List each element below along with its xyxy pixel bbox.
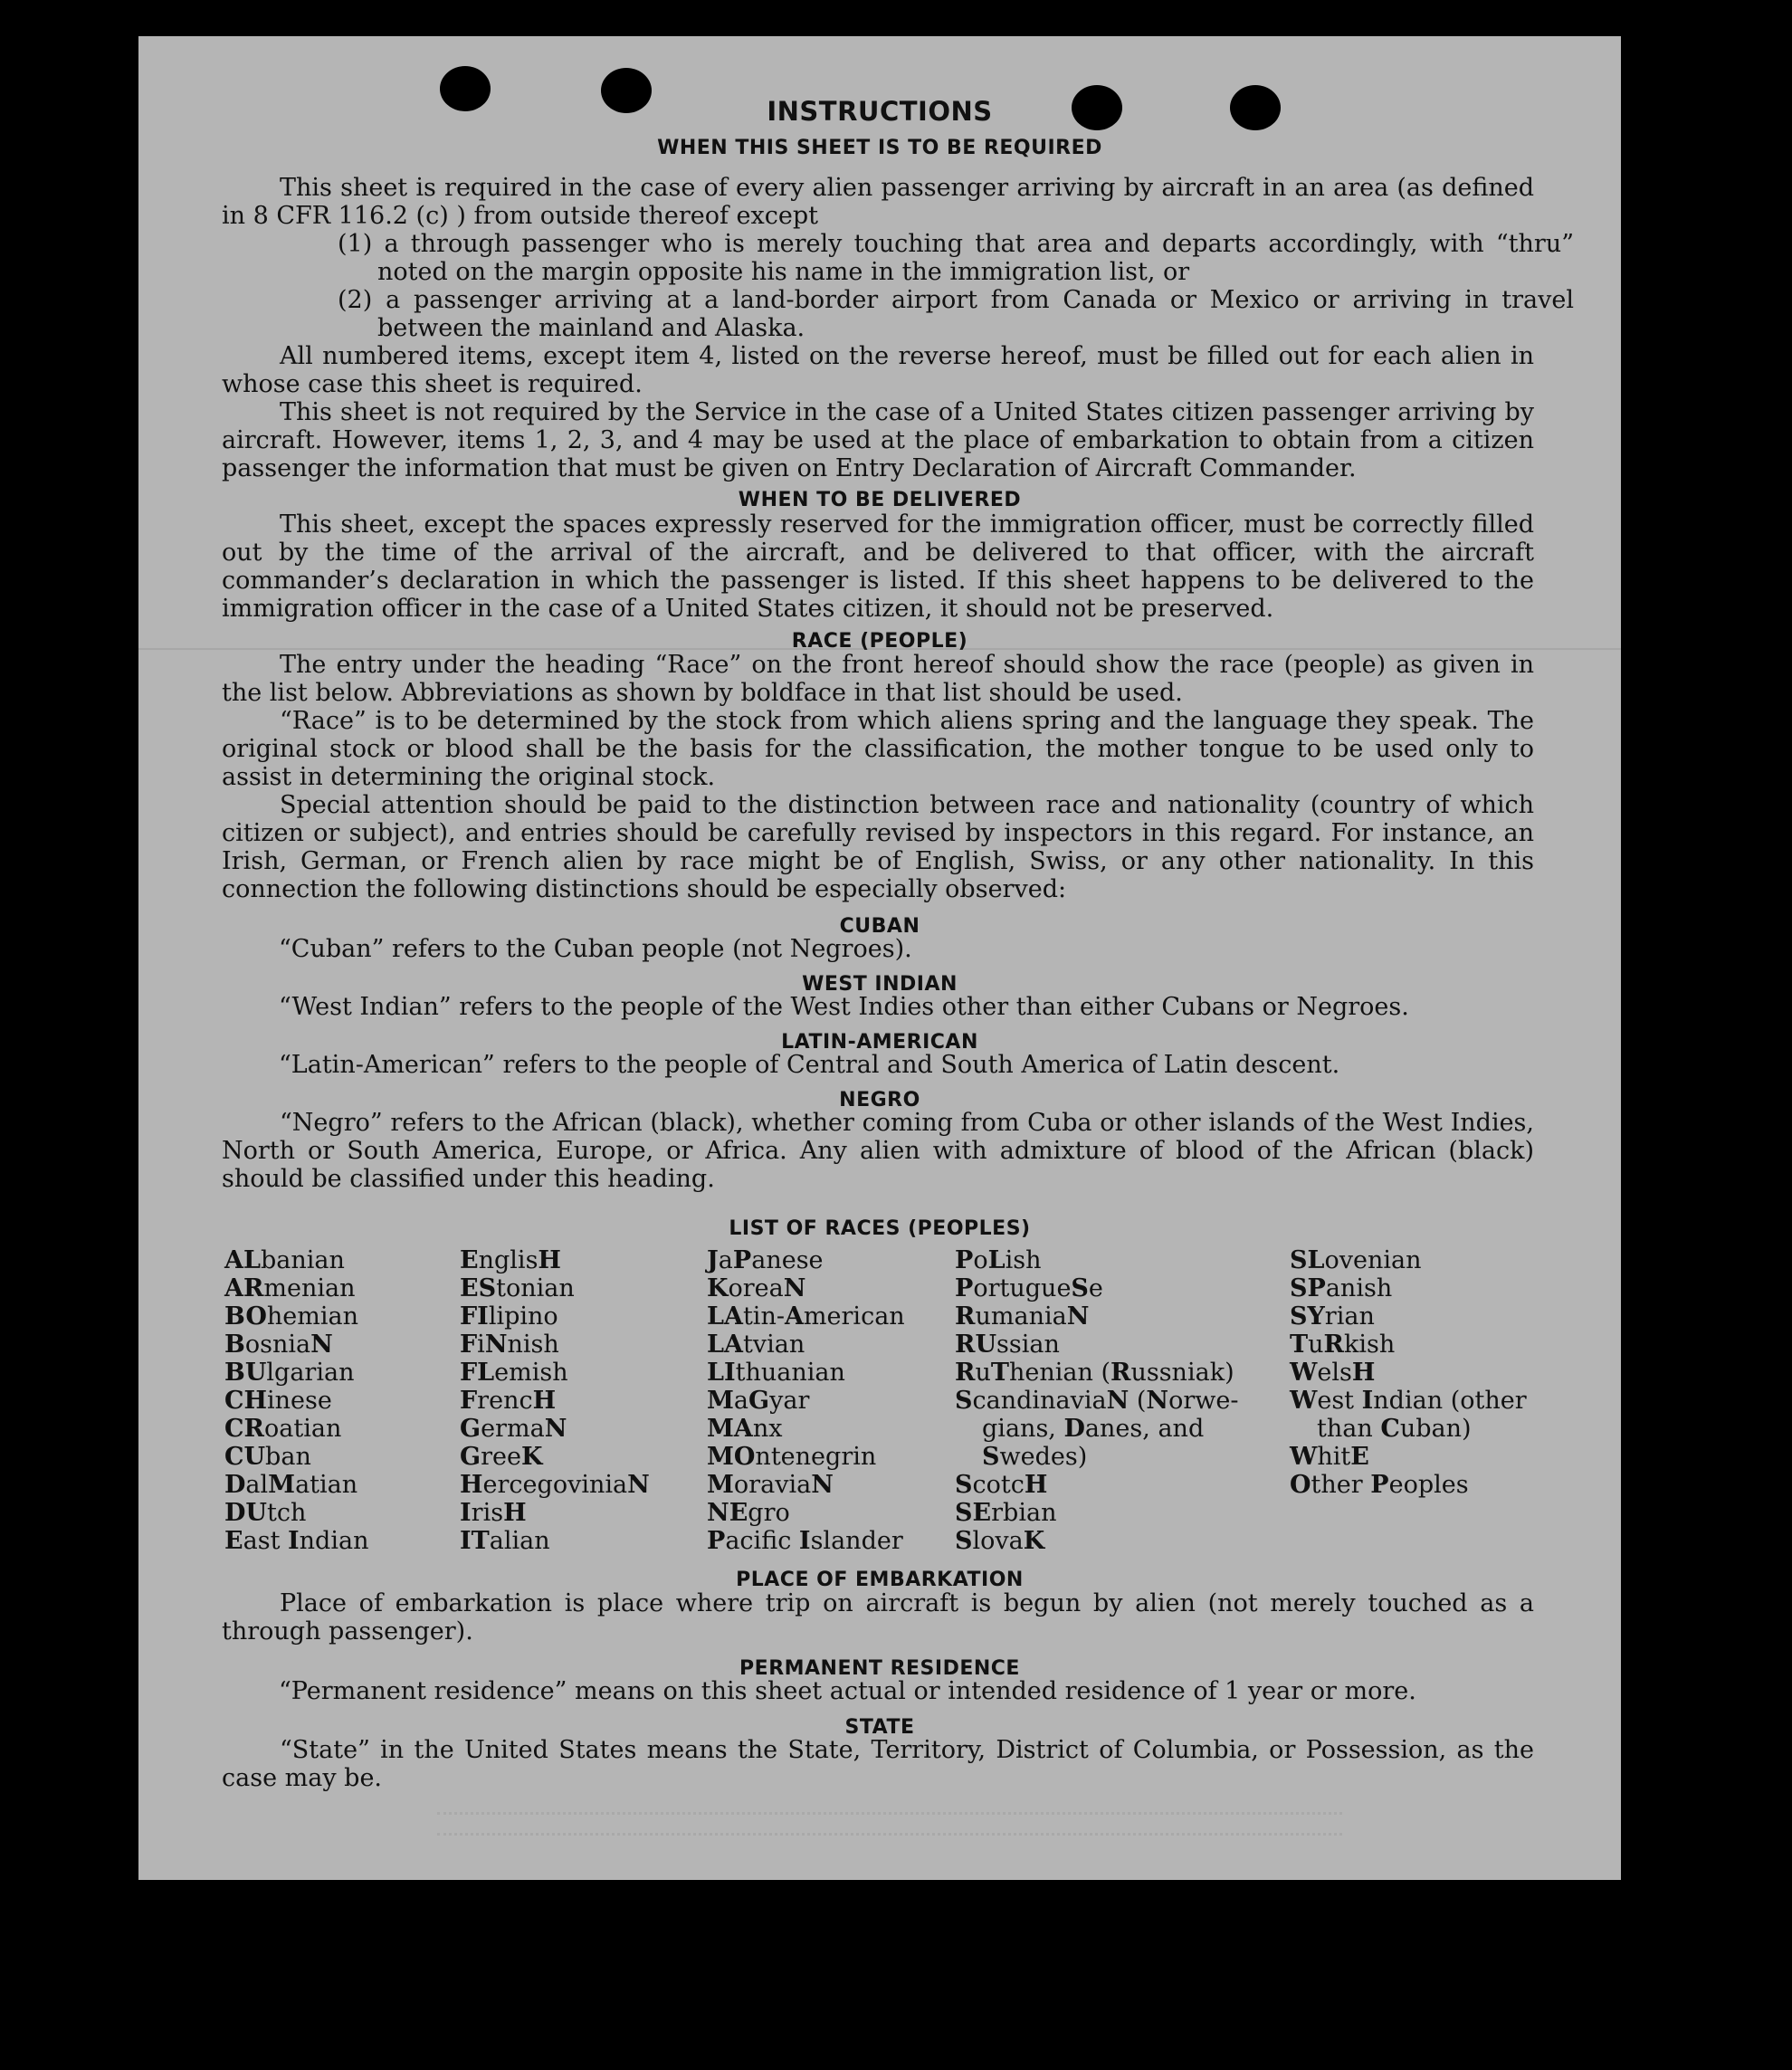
heading-list-of-races: LIST OF RACES (PEOPLES) (729, 1217, 1031, 1240)
race-item: PortugueSe (955, 1274, 1103, 1302)
race-item: CRoatian (224, 1415, 342, 1443)
def-latin-american: “Latin-American” refers to the people of Central and South America of Latin descent. (279, 1051, 1340, 1079)
heading-when-required: WHEN THIS SHEET IS TO BE REQUIRED (657, 137, 1102, 159)
races-column-3 (707, 1246, 905, 1555)
race-item: RUssian (955, 1331, 1060, 1359)
race-item: SErbian (955, 1499, 1057, 1527)
def-permanent-residence: “Permanent residence” means on this sheet actual or intended residence of 1 year or more. (279, 1677, 1416, 1705)
page-title: INSTRUCTIONS (767, 96, 993, 127)
heading-permanent-residence: PERMANENT RESIDENCE (739, 1657, 1020, 1680)
def-embarkation: Place of embarkation is place where trip on aircraft is begun by alien (not merely touched as a through passenger). (222, 1589, 1534, 1646)
race-item: FiNnish (460, 1331, 559, 1359)
race-item: RumaniaN (955, 1302, 1090, 1331)
races-column-4 (955, 1246, 1239, 1555)
race-item: SYrian (1290, 1302, 1375, 1331)
race-item: Other Peoples (1290, 1471, 1469, 1499)
heading-west-indian: WEST INDIAN (802, 973, 958, 996)
heading-cuban: CUBAN (839, 915, 920, 938)
race-item: MAnx (707, 1415, 783, 1443)
exception-item-2: (2) a passenger arriving at a land-border airport from Canada or Mexico or arriving in travel between the mainland and Alaska. (338, 286, 1574, 342)
def-west-indian: “West Indian” refers to the people of the West Indies other than either Cubans or Negroes. (279, 993, 1409, 1021)
race-item: WhitE (1290, 1443, 1369, 1471)
race-item: ITalian (460, 1527, 550, 1555)
race-item: SPanish (1290, 1274, 1393, 1302)
race-item: ALbanian (224, 1246, 345, 1274)
races-column-1 (224, 1246, 368, 1555)
race-item: JaPanese (707, 1246, 824, 1274)
race-item: IrisH (460, 1499, 527, 1527)
race-item: BosniaN (224, 1331, 333, 1359)
race-item-continued: than Cuban) (1317, 1415, 1472, 1443)
race-item: MoraviaN (707, 1471, 834, 1499)
heading-negro: NEGRO (839, 1089, 920, 1111)
race-item: GreeK (460, 1443, 543, 1471)
race-item-continued: Swedes) (982, 1443, 1088, 1471)
race-item: TuRkish (1290, 1331, 1396, 1359)
race-item: NEgro (707, 1499, 790, 1527)
heading-state: STATE (844, 1716, 915, 1739)
race-item: LIthuanian (707, 1359, 845, 1387)
race-item: KoreaN (707, 1274, 806, 1302)
para-required: This sheet is required in the case of every alien passenger arriving by aircraft in an area (as defined in 8 CFR 116.2 (c) ) from outside thereof except (222, 174, 1534, 230)
race-item: BUlgarian (224, 1359, 355, 1387)
race-item-continued: gians, Danes, and (982, 1415, 1205, 1443)
instruction-sheet (138, 36, 1621, 1880)
races-column-5 (1290, 1246, 1527, 1499)
para-citizen: This sheet is not required by the Service in the case of a United States citizen passenger arriving by aircraft. However, items 1, 2, 3, and 4 may be used at the place of embarkation to obtain from a citizen passenger the information that must be given on Entry Declaration of Aircraft Commander. (222, 398, 1534, 482)
race-item: BOhemian (224, 1302, 358, 1331)
para-race-3: Special attention should be paid to the distinction between race and nationality (country of which citizen or subject), and entries should be carefully revised by inspectors in this regard. For instance, an Irish, German, or French alien by race might be of English, Swiss, or any other nationality. In this connection the following distinctions should be especially observed: (222, 791, 1534, 903)
race-item: RuThenian (Russniak) (955, 1359, 1234, 1387)
para-numbered-items: All numbered items, except item 4, listed on the reverse hereof, must be filled out for each alien in whose case this sheet is required. (222, 342, 1534, 398)
race-item: East Indian (224, 1527, 369, 1555)
race-item: LAtin-American (707, 1302, 905, 1331)
faint-footer-print (437, 1812, 1342, 1836)
race-item: West Indian (other (1290, 1387, 1527, 1415)
race-item: SLovenian (1290, 1246, 1422, 1274)
race-item: Pacifc Islander (707, 1527, 903, 1555)
race-item: DalMatian (224, 1471, 358, 1499)
race-item: SlovaK (955, 1527, 1045, 1555)
race-item: FrencH (460, 1387, 557, 1415)
race-item: FIlipino (460, 1302, 558, 1331)
race-item: ScotcH (955, 1471, 1048, 1499)
race-item: LAtvian (707, 1331, 805, 1359)
race-item: CHinese (224, 1387, 332, 1415)
race-item: FLemish (460, 1359, 568, 1387)
heading-latin-american: LATIN-AMERICAN (781, 1031, 978, 1054)
heading-place-of-embarkation: PLACE OF EMBARKATION (736, 1569, 1024, 1591)
def-state: “State” in the United States means the State, Territory, District of Columbia, or Possession, as the case may be. (222, 1736, 1534, 1792)
race-item: DUtch (224, 1499, 307, 1527)
race-item: GermaN (460, 1415, 567, 1443)
race-item: MOntenegrin (707, 1443, 877, 1471)
race-item: HercegoviniaN (460, 1471, 650, 1499)
para-race-2: “Race” is to be determined by the stock from which aliens spring and the language they speak. The original stock or blood shall be the basis for the classification, the mother tongue to be used only to assist in determining the original stock. (222, 707, 1534, 791)
race-item: EnglisH (460, 1246, 561, 1274)
exception-item-1: (1) a through passenger who is merely touching that area and departs accordingly, with “thru” noted on the margin opposite his name in the immigration list, or (338, 230, 1574, 286)
race-item: EStonian (460, 1274, 575, 1302)
race-item: MaGyar (707, 1387, 810, 1415)
para-delivered: This sheet, except the spaces expressly reserved for the immigration officer, must be correctly filled out by the time of the arrival of the aircraft, and be delivered to that officer, with the aircraft commander’s declaration in which the passenger is listed. If this sheet happens to be delivered to the immigration officer in the case of a United States citizen, it should not be preserved. (222, 510, 1534, 623)
def-cuban: “Cuban” refers to the Cuban people (not Negroes). (279, 935, 912, 963)
para-race-1: The entry under the heading “Race” on the front hereof should show the race (people) as given in the list below. Abbreviations as shown by boldface in that list should be used. (222, 651, 1534, 707)
race-item: ScandinaviaN (Norwe- (955, 1387, 1239, 1415)
def-negro: “Negro” refers to the African (black), whether coming from Cuba or other islands of the West Indies, North or South America, Europe, or Africa. Any alien with admixture of blood of the African (black) should be classified under this heading. (222, 1109, 1534, 1193)
race-item: ARmenian (224, 1274, 356, 1302)
races-column-2 (460, 1246, 650, 1555)
heading-race: RACE (PEOPLE) (791, 630, 968, 653)
race-item: WelsH (1290, 1359, 1376, 1387)
heading-when-delivered: WHEN TO BE DELIVERED (738, 489, 1022, 511)
race-item: PoLish (955, 1246, 1042, 1274)
race-item: CUban (224, 1443, 311, 1471)
